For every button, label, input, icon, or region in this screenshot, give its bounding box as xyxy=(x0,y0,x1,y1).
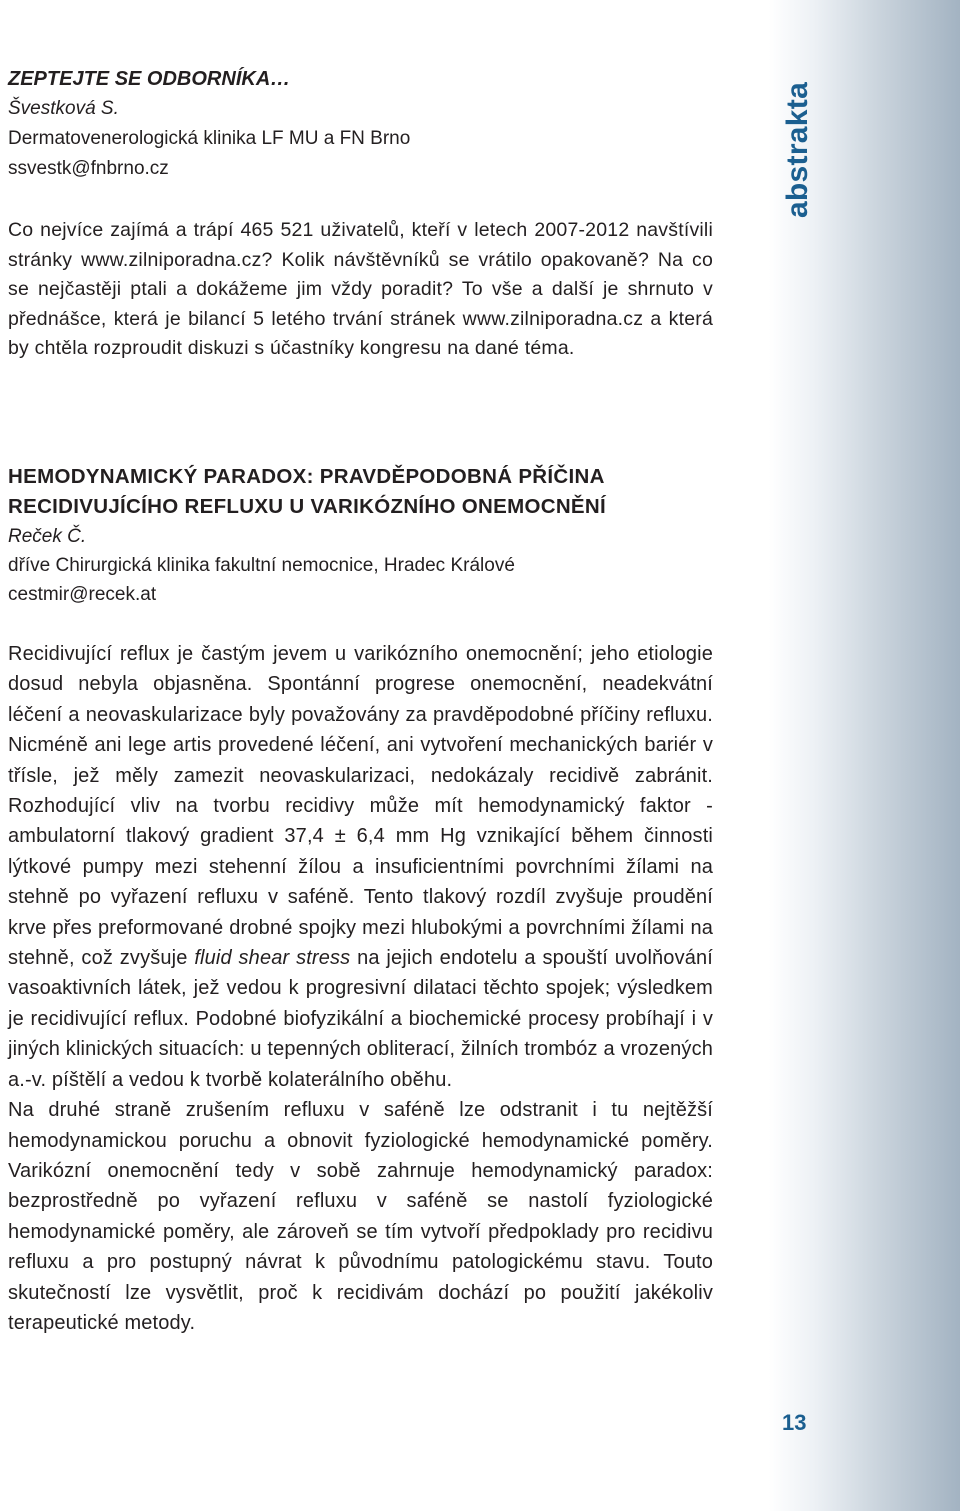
abstract-1-body: Co nejvíce zajímá a trápí 465 521 uživatelů, kteří v letech 2007-2012 navštívili stránky www.zilniporadna.cz? Kolik návštěvníků se vrátilo opakovaně? Na co se nejčastěji ptali a dokážeme jim vždy poradit? To vše a další je shrnuto v přednášce, která je bilancí 5 letého trvání stránek www.zilniporadna.cz a která by chtěla rozproudit diskuzi s účastníky kongresu na dané téma. xyxy=(8,219,713,359)
abstract-2-author: Reček Č. xyxy=(8,526,87,547)
abstract-2-email: cestmir@recek.at xyxy=(8,584,157,605)
abstract-1-author: Švestková S. xyxy=(8,98,119,119)
abstract-2-paragraph-2: Na druhé straně zrušením refluxu v saféně lze odstranit i tu nejtěžší hemodynamickou poruchu a obnovit fyziologické hemodynamické poměry. Varikózní onemocnění tedy v sobě zahrnuje hemodynamický paradox: bezprostředně po vyřazení refluxu v saféně se nastolí fyziologické hemodynamické poměry, ale zároveň se tím vytvoří předpoklady pro recidivu refluxu a pro postupný návrat k původnímu patologickému stavu. Touto skutečností lze vysvětlit, proč k recidivám dochází po použití jakékoliv terapeutické metody. xyxy=(8,1099,713,1334)
abstract-1 xyxy=(8,64,713,364)
abstract-2-paragraph-1-part-2: na jejich endotelu a spouští uvolňování vasoaktivních látek, jež vedou k progresivní dilataci těchto spojek; výsledkem je recidivující reflux. Podobné biofyzikální a biochemické procesy probíhají i v jiných klinických situacích: u tepenných obliterací, žilních trombóz a vrozených a.-v. píštělí a vedou k tvorbě kolaterálního oběhu. xyxy=(8,947,713,1091)
section-label-text: abstrakta xyxy=(781,81,815,219)
abstract-2-paragraph-1-part-1: Recidivující reflux je častým jevem u varikózního onemocnění; jeho etiologie dosud nebyla objasněna. Spontánní progrese onemocnění, neadekvátní léčení a neovaskularizace byly považovány za pravděpodobné příčiny refluxu. Nicméně ani lege artis provedené léčení, ani vytvoření mechanických bariér v třísle, jež měly zamezit neovaskularizaci, nedokázaly recidivě zabránit. Rozhodující vliv na tvorbu recidivy může mít hemodynamický faktor - ambulatorní tlakový gradient 37,4 ± 6,4 mm Hg vznikající během činnosti lýtkové pumpy mezi stehenní žílou a insuficientními povrchními žílami na stehně po vyřazení refluxu v saféně. Tento tlakový rozdíl zvyšuje proudění krve přes preformované drobné spojky mezi hlubokými a povrchními žílami na stehně, což zvyšuje xyxy=(8,643,713,970)
section-label xyxy=(769,70,827,230)
abstract-2-title-line-2: RECIDIVUJÍCÍHO REFLUXU U VARIKÓZNÍHO ONEMOCNĚNÍ xyxy=(8,495,606,518)
abstract-2 xyxy=(8,462,713,1338)
abstract-1-title: ZEPTEJTE SE ODBORNÍKA… xyxy=(8,68,291,90)
abstract-2-body xyxy=(8,639,713,1338)
abstract-2-affiliation: dříve Chirurgická klinika fakultní nemocnice, Hradec Králové xyxy=(8,555,515,576)
abstract-2-paragraph-1 xyxy=(8,639,713,1095)
page-number: 13 xyxy=(782,1410,807,1435)
abstract-1-affiliation: Dermatovenerologická klinika LF MU a FN Brno xyxy=(8,128,411,149)
abstract-2-paragraph-1-italic: fluid shear stress xyxy=(194,947,351,970)
abstract-2-title-line-1: HEMODYNAMICKÝ PARADOX: PRAVDĚPODOBNÁ PŘÍČINA xyxy=(8,465,605,488)
abstract-1-email: ssvestk@fnbrno.cz xyxy=(8,158,169,179)
